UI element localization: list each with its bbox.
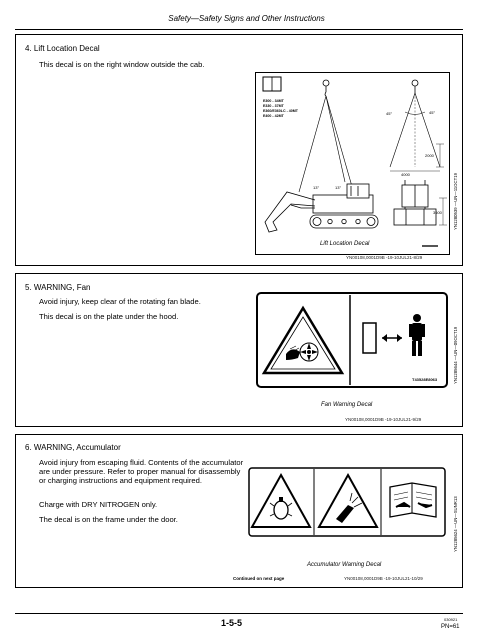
svg-text:45°: 45° (386, 111, 393, 116)
decal-weight-4: E400 - 42MT (263, 114, 284, 118)
fan-blade-icon (300, 343, 318, 361)
svg-text:3600: 3600 (433, 210, 442, 215)
reference-code: YN00108,0001D9B -19-10JUL21-10/29 (344, 576, 423, 581)
section-title: 5. WARNING, Fan (25, 283, 91, 292)
footer-pn: PN=61 (441, 624, 460, 630)
figure-caption: Fan Warning Decal (321, 402, 373, 408)
footer-date-code: 030921 (444, 617, 458, 622)
accumulator-warning-decal-image (248, 467, 446, 537)
fan-warning-decal-image (256, 292, 448, 388)
section-paragraph: This decal is on the plate under the hood. (39, 312, 179, 321)
figure-caption: Lift Location Decal (320, 241, 370, 247)
running-header: Safety—Safety Signs and Other Instructions (168, 14, 325, 23)
section-warning-accumulator (15, 434, 463, 588)
section-paragraph: The decal is on the frame under the door. (39, 515, 178, 524)
page-number: 1-5-5 (221, 618, 243, 628)
vertical-image-code: YN1285644 —UN—09OCT19 (453, 326, 458, 384)
section-paragraph: This decal is on the right window outside the cab. (39, 60, 205, 69)
reference-code: YN00108,0001D9B -19-10JUL21-9/29 (345, 417, 422, 422)
reference-code: YN00108,0001D9B -19-10JUL21-8/29 (346, 255, 423, 260)
decal-weight-1: E300 - 34MT (263, 99, 284, 103)
lift-location-decal-image (255, 72, 450, 255)
svg-text:13°: 13° (313, 185, 320, 190)
decal-weight-2: E330 - 37MT (263, 104, 284, 108)
svg-text:13°: 13° (335, 185, 342, 190)
section-paragraph: Avoid injury, keep clear of the rotating fan blade. (39, 297, 201, 306)
decal-weight-3: E360/E360LC - 40MT (263, 109, 298, 113)
continued-note: Continued on next page (233, 576, 285, 581)
hazard-area-icon (363, 323, 376, 353)
svg-text:2000: 2000 (425, 153, 434, 158)
svg-text:45°: 45° (429, 110, 436, 115)
section-title: 6. WARNING, Accumulator (25, 443, 121, 452)
section-title: 4. Lift Location Decal (25, 44, 100, 53)
vertical-image-code: YN1280539 —UN—11OCT19 (453, 172, 458, 230)
section-warning-fan (15, 273, 463, 427)
decal-part-number: T43528E8063 (412, 377, 438, 382)
svg-text:4000: 4000 (401, 172, 410, 177)
section-paragraph: Avoid injury from escaping fluid. Contents of the accumulator are under pressure. Refer to proper manual for disassembly or charging instructions and equipment required. (39, 458, 244, 485)
figure-caption: Accumulator Warning Decal (307, 562, 382, 568)
read-manual-icon (390, 483, 436, 517)
vertical-image-code: YN1285624 —UN—SUNR13 (453, 496, 458, 552)
header-rule (15, 29, 463, 30)
section-paragraph: Charge with DRY NITROGEN only. (39, 500, 158, 509)
footer-rule (15, 613, 463, 614)
section-lift-location (15, 34, 463, 266)
